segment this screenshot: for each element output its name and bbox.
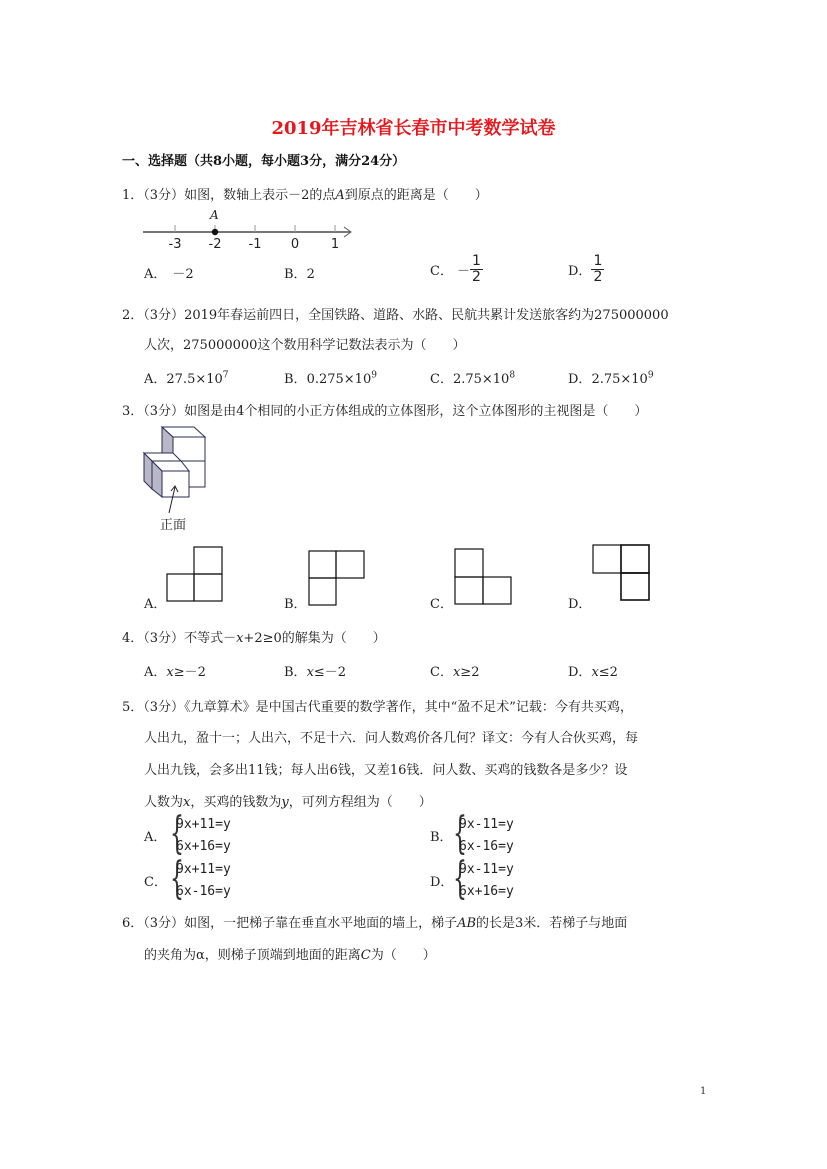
question-5 [122, 696, 633, 715]
question-text: 为（ ） [370, 948, 436, 963]
option-text: 0.275×10 [306, 372, 372, 387]
option-text: 2.75×10 [452, 372, 510, 387]
equation-system-c [176, 859, 231, 903]
exponent: 8 [509, 370, 516, 381]
option-label: A． [144, 665, 167, 680]
numerator: 1 [471, 253, 481, 269]
exponent: 9 [647, 370, 654, 381]
question-5-line-3: 人出九钱，会多出11钱；每人出6钱，又差16钱．问人数、买鸡的钱数各是多少？设 [144, 763, 628, 778]
option-label: A． [144, 372, 167, 387]
option-label: C． [430, 665, 453, 680]
option-label: D． [568, 665, 592, 680]
option-b-diagram[interactable] [309, 551, 364, 605]
question-score: （3分） [143, 308, 185, 323]
option-b[interactable] [284, 661, 346, 680]
equation: 6x+16=y [459, 884, 514, 899]
equation: 9x-11=y [459, 817, 514, 832]
exponent: 7 [222, 370, 229, 381]
question-4 [122, 627, 386, 646]
option-text: ≤2 [598, 665, 618, 680]
option-text: 27.5×10 [166, 372, 223, 387]
section-heading: 一、选择题（共8小题，每小题3分，满分24分） [122, 154, 406, 169]
tick-label: 0 [290, 237, 300, 252]
question-number: 3． [122, 404, 144, 419]
exponent: 9 [371, 370, 377, 381]
tick-label: -3 [168, 237, 182, 252]
question-number: 2． [122, 308, 144, 323]
question-text: 人数为 [144, 795, 184, 810]
question-text: 到原点的距离是（ ） [344, 188, 488, 203]
square [621, 573, 649, 600]
variable: y [281, 795, 289, 810]
page-number: 1 [700, 1086, 707, 1097]
variable: A [335, 188, 345, 203]
brace-icon: { [453, 808, 467, 859]
denominator: 2 [593, 269, 603, 285]
question-text: 如图，一把梯子靠在垂直水平地面的墙上，梯子 [184, 916, 458, 931]
option-b[interactable]: B． [284, 597, 307, 612]
option-a[interactable] [144, 661, 206, 680]
denominator: 2 [471, 269, 481, 285]
equation: 6x-16=y [176, 884, 231, 899]
brace-icon: { [170, 853, 184, 904]
variable: C [360, 948, 371, 963]
question-6 [122, 912, 627, 931]
option-c[interactable]: C． [430, 597, 453, 612]
question-number: 4． [122, 631, 144, 646]
question-text: 如图是由4个相同的小正方体组成的立体图形，这个立体图形的主视图是（ ） [184, 404, 648, 419]
square [336, 551, 364, 578]
question-score: （3分） [143, 916, 185, 931]
option-d[interactable] [568, 661, 618, 680]
front-label: 正面 [160, 518, 187, 533]
question-number: 6． [122, 916, 144, 931]
question-text: 的夹角为α，则梯子顶端到地面的距离 [144, 948, 361, 963]
square [167, 574, 194, 601]
option-text: 2.75×10 [591, 372, 648, 387]
square [593, 545, 621, 573]
page-title: 2019年吉林省长春市中考数学试卷 [271, 118, 556, 139]
option-d[interactable]: D． [430, 875, 454, 890]
option-text: ≥2 [460, 665, 480, 680]
equation: 9x+11=y [176, 817, 231, 832]
variable: AB [457, 916, 477, 931]
square [455, 549, 483, 577]
question-text: ，买鸡的钱数为 [190, 795, 282, 810]
question-text: 的长是3米．若梯子与地面 [476, 916, 628, 931]
variable: x [452, 665, 461, 680]
tick-label: -1 [248, 237, 262, 252]
question-text: +2≥0的解集为（ ） [243, 631, 386, 646]
option-a-diagram[interactable] [167, 547, 222, 601]
option-label: B． [284, 372, 307, 387]
option-sign: － [456, 264, 470, 279]
equation-system-d [459, 859, 514, 903]
option-c[interactable] [430, 661, 479, 680]
equation: 9x+11=y [176, 862, 231, 877]
question-text: 《九章算术》是中国古代重要的数学著作，其中“盈不足术”记载：今有共买鸡， [184, 700, 633, 715]
option-c[interactable]: C． [144, 875, 167, 890]
question-score: （3分） [143, 631, 185, 646]
variable: x [591, 665, 599, 680]
option-text: ≥－2 [173, 665, 206, 680]
question-5-line-4 [144, 791, 432, 810]
option-b[interactable]: B． [430, 830, 453, 845]
brace-icon: { [453, 853, 467, 904]
option-label: B． [284, 267, 307, 282]
question-text: 不等式－ [184, 631, 237, 646]
option-text: 2 [306, 267, 315, 282]
option-d-diagram[interactable] [593, 545, 649, 600]
square [483, 577, 511, 604]
variable: x [236, 631, 244, 646]
square [194, 547, 222, 574]
tick-label: 1 [330, 237, 340, 252]
option-label: D． [568, 372, 592, 387]
option-text: －2 [172, 267, 194, 282]
question-score: （3分） [143, 700, 185, 715]
option-label: C． [430, 264, 453, 279]
variable: x [306, 665, 314, 680]
option-label: A． [144, 267, 167, 282]
question-2-line-2: 人次，275000000这个数用科学记数法表示为（ ） [144, 338, 466, 353]
option-a[interactable]: A． [144, 597, 167, 612]
tick-label: -2 [208, 237, 222, 252]
option-label: C． [430, 372, 453, 387]
equation: 6x+16=y [176, 839, 231, 854]
equation: 9x-11=y [459, 862, 514, 877]
option-d[interactable]: D． [568, 597, 592, 612]
point-a-label: A [210, 208, 219, 222]
question-5-line-2: 人出九，盈十一；人出六，不足十六．问人数鸡价各几何？译文：今有人合伙买鸡，每 [144, 731, 639, 746]
numerator: 1 [593, 253, 603, 269]
equation: 6x-16=y [459, 839, 514, 854]
question-text: ，可列方程组为（ ） [288, 795, 432, 810]
question-text: 如图，数轴上表示－2的点 [184, 188, 336, 203]
question-score: （3分） [143, 404, 185, 419]
square [455, 577, 483, 604]
square [194, 574, 222, 601]
question-6-line-2 [144, 944, 436, 963]
square [309, 551, 336, 578]
option-text: ≤－2 [313, 665, 347, 680]
equation-system-b [459, 814, 514, 858]
question-number: 1． [122, 188, 144, 203]
option-label: D． [568, 264, 592, 279]
question-score: （3分） [143, 188, 185, 203]
square [309, 578, 336, 605]
equation-system-a [176, 814, 231, 858]
option-label: B． [284, 665, 307, 680]
question-text: 2019年春运前四日，全国铁路、道路、水路、民航共累计发送旅客约为275000000 [184, 308, 669, 323]
variable: x [183, 795, 191, 810]
brace-icon: { [170, 808, 184, 859]
question-number: 5． [122, 700, 144, 715]
option-c-diagram[interactable] [455, 549, 511, 604]
variable: x [166, 665, 174, 680]
option-a[interactable]: A． [144, 830, 167, 845]
square [621, 545, 649, 573]
